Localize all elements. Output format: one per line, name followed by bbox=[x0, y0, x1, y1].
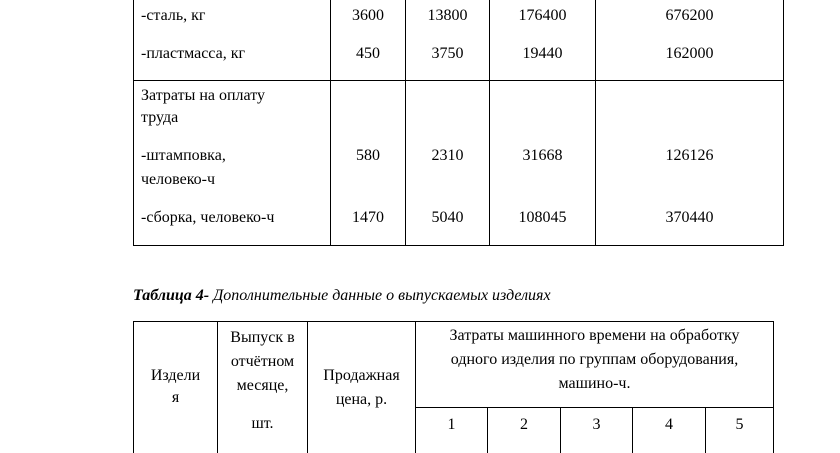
row-plastic-v3: 19440 bbox=[522, 45, 563, 62]
header-output-line1: Выпуск в bbox=[230, 329, 295, 346]
header-price-line1: Продажная bbox=[323, 367, 400, 384]
header-group-4: 4 bbox=[665, 416, 673, 433]
row-stamping-v1: 580 bbox=[356, 147, 380, 164]
row-plastic-v1: 450 bbox=[356, 45, 380, 62]
header-group-2: 2 bbox=[520, 416, 528, 433]
table4-caption bbox=[133, 286, 551, 306]
table3-border-bottom bbox=[133, 245, 784, 246]
header-machine-time-line2: одного изделия по группам оборудования, bbox=[450, 351, 739, 368]
table3-border-right bbox=[783, 0, 784, 246]
row-steel-v2: 13800 bbox=[427, 7, 468, 24]
table4-caption-number: Таблица 4- bbox=[133, 287, 210, 304]
header-group-3: 3 bbox=[592, 416, 601, 433]
header-price-line2: цена, р. bbox=[335, 391, 388, 408]
header-group-1: 1 bbox=[447, 416, 456, 433]
header-machine-time-line1: Затраты машинного времени на обработку bbox=[449, 327, 740, 344]
table4-caption-title: Дополнительные данные о выпускаемых изделиях bbox=[209, 287, 551, 304]
labor-header-line1: Затраты на оплату bbox=[141, 87, 265, 104]
header-output-line3: месяце, bbox=[236, 377, 289, 394]
row-steel-v1: 3600 bbox=[352, 7, 384, 24]
table4-border-top bbox=[133, 321, 774, 322]
table3-border-mid bbox=[133, 80, 784, 81]
row-steel-v3: 176400 bbox=[518, 7, 567, 24]
row-steel-v4: 676200 bbox=[665, 7, 714, 24]
row-assembly-label: -сборка, человеко-ч bbox=[141, 209, 275, 226]
table4-border-groups bbox=[415, 407, 774, 408]
row-stamping-v2: 2310 bbox=[431, 147, 464, 164]
row-stamping-line1: -штамповка, bbox=[141, 147, 226, 164]
row-steel-label: -сталь, кг bbox=[141, 7, 206, 24]
row-stamping-v4: 126126 bbox=[665, 147, 714, 164]
row-assembly-v1: 1470 bbox=[352, 209, 384, 226]
row-plastic-label: -пластмасса, кг bbox=[141, 45, 246, 62]
table4-border-col2 bbox=[307, 321, 308, 453]
labor-header-line2: труда bbox=[141, 109, 179, 126]
row-plastic-v4: 162000 bbox=[665, 45, 714, 62]
header-products-line2: я bbox=[171, 389, 180, 406]
header-machine-time-line3: машино-ч. bbox=[558, 375, 631, 392]
row-assembly-v3: 108045 bbox=[518, 209, 567, 226]
row-assembly-v4: 370440 bbox=[665, 209, 714, 226]
header-products-line1: Издели bbox=[150, 367, 201, 384]
header-output-line4: шт. bbox=[251, 415, 274, 432]
row-stamping-v3: 31668 bbox=[522, 147, 563, 164]
row-plastic-v2: 3750 bbox=[431, 45, 464, 62]
row-stamping-line2: человеко-ч bbox=[141, 171, 216, 188]
header-group-5: 5 bbox=[735, 416, 744, 433]
table4-border-right bbox=[773, 321, 774, 453]
header-output-line2: отчётном bbox=[230, 353, 295, 370]
table3-border-left bbox=[133, 0, 134, 246]
row-assembly-v2: 5040 bbox=[431, 209, 464, 226]
table4-border-left bbox=[133, 321, 134, 453]
